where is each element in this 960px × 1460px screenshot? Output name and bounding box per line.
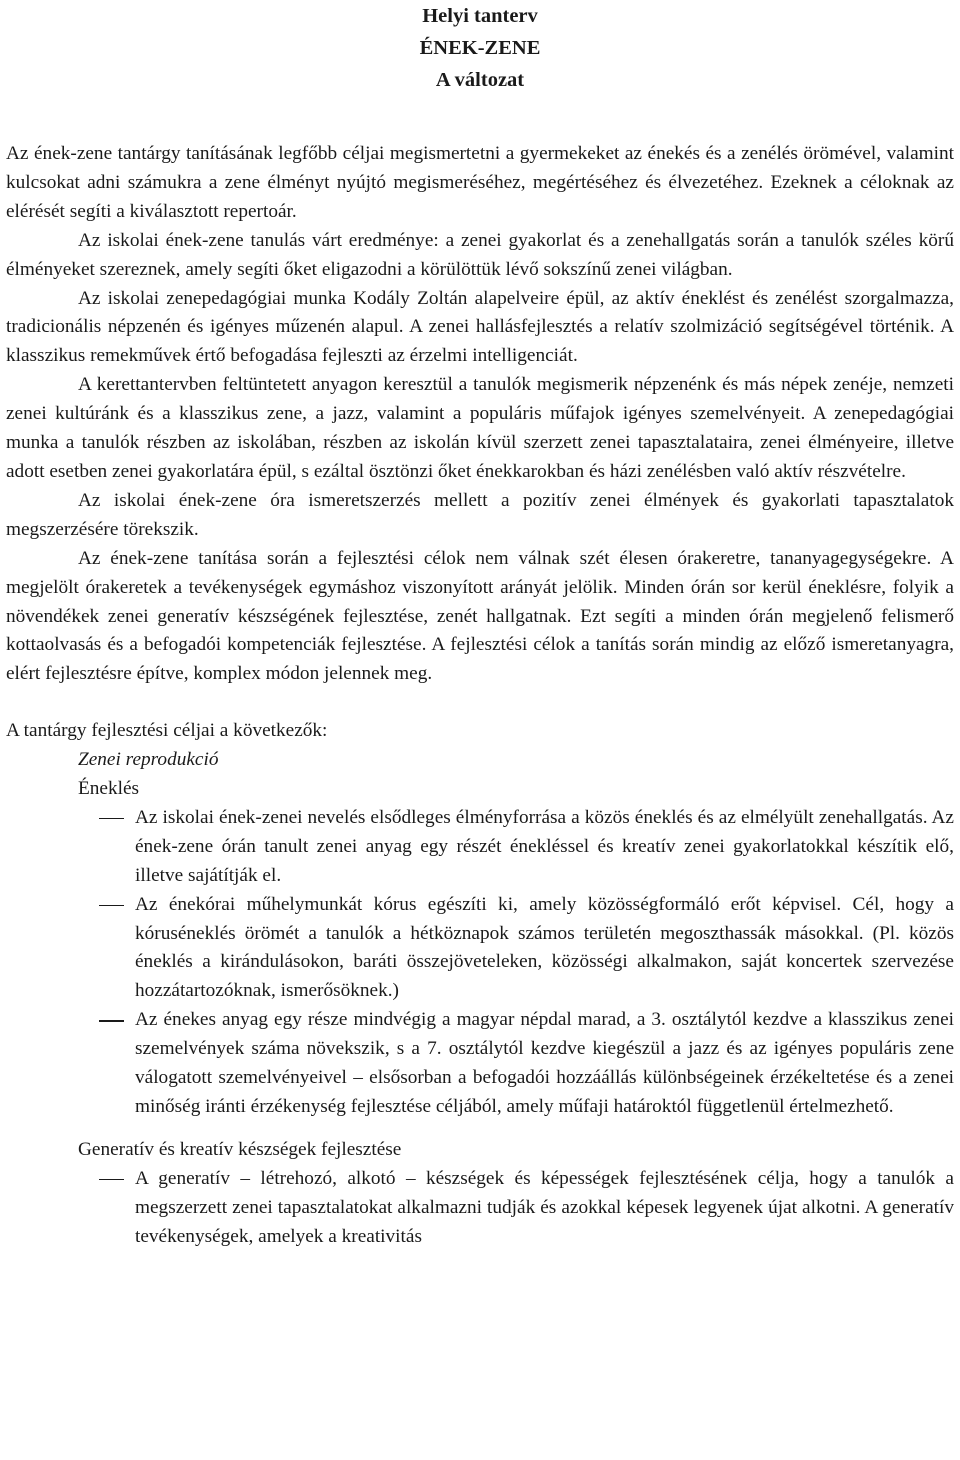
intro-paragraph-2: Az iskolai ének-zene tanulás várt eredménye: a zenei gyakorlat és a zenehallgatás során a tanulók széles körű élményeket szereznek, amely segíti őket eligazodni a körülöttük lévő sokszínű zenei világban. (6, 229, 954, 280)
dash-bullet-icon (99, 1020, 124, 1021)
singing-label: Éneklés (78, 778, 140, 800)
list-item-text: Az énekórai műhelymunkát kórus egészíti ki, amely közösségformáló erőt képvisel. Cél, hogy a kóruséneklés örömét a tanulók a hétköznapok számos területén megoszthassák másokkal. (Pl. közös éneklés a kirándulásokon, baráti összejöveteleken, közösségi alkalmakon, saját koncertek szervezése hozzátartozóknak, ismerősöknek.) (135, 893, 954, 1002)
title-line-1: Helyi tanterv (422, 5, 538, 27)
dash-bullet-icon (99, 1179, 124, 1180)
title-line-2: ÉNEK-ZENE (419, 37, 541, 59)
intro-paragraph-3: Az iskolai zenepedagógiai munka Kodály Zoltán alapelveire épül, az aktív éneklést és zenélést szorgalmazza, tradicionális népzenén és igényes műzenén alapul. A zenei hallásfejlesztés a relatív szolmizáció segítségével történik. A klasszikus remekművek értő befogadása fejleszti az érzelmi intelligenciát. (6, 287, 954, 367)
intro-paragraph-5: Az iskolai ének-zene óra ismeretszerzés mellett a pozitív zenei élmények és gyakorlati tapasztalatok megszerzésére törekszik. (6, 489, 954, 540)
dash-bullet-icon (99, 818, 124, 819)
singing-list (6, 804, 954, 1122)
intro-paragraph-4: A kerettantervben feltüntetett anyagon keresztül a tanulók megismerik népzenénk és más népek zenéje, nemzeti zenei kultúránk és a klasszikus zene, a jazz, valamint a populáris műfajok igényes szemelvényeit. A zenepedagógiai munka a tanulók részben az iskolában, részben az iskolán kívül szerzett zenei tapasztalataira, zenei élményeire, illetve adott esetben zenei gyakorlatára épül, s ezáltal ösztönzi őket énekkarokban és házi zenélésben való aktív részvételre. (6, 374, 954, 482)
list-item-text: Az énekes anyag egy része mindvégig a magyar népdal marad, a 3. osztálytól kezdve a klasszikus zenei szemelvények száma növekszik, s a 7. osztálytól kezdve kiegészül a jazz és az igényes populáris zene válogatott szemelvényeivel – elsősorban a befogadói hozzáállás különbségeinek érzékeltetése és a zenei minőség iránti érzékenység fejlesztése céljából, amely műfaji határoktól függetlenül értelmezhető. (135, 1009, 954, 1117)
document-title (6, 0, 954, 96)
generative-list (6, 1165, 954, 1252)
list-item-text: A generatív – létrehozó, alkotó – készségek és képességek fejlesztésének célja, hogy a tanulók a megszerzett zenei tapasztalatokat alkalmazni tudják és azokkal képesek legyenek újat alkotni. A generatív tevékenységek, amelyek a kreativitás (135, 1167, 954, 1247)
intro-paragraph-1: Az ének-zene tantárgy tanításának legfőbb céljai megismertetni a gyermekeket az énekés és a zenélés örömével, valamint kulcsokat adni számukra a zene élményt nyújtó megismeréséhez, megértéséhez és élvezetéhez. Ezeknek a céloknak az elérését segíti a kiválasztott repertoár. (6, 143, 954, 222)
intro-paragraph-6: Az ének-zene tanítása során a fejlesztési célok nem válnak szét élesen órakeretre, tananyagegységekre. A megjelölt órakeretek a tevékenységek egymáshoz viszonyított arányát jelölik. Minden órán sor kerül éneklésre, folyik a növendékek zenei generatív készségének fejlesztése, zenét hallgatnak. Ezt segíti a minden órán megjelenő felismerő kottaolvasás és a befogadói kompetenciák fejlesztése. A fejlesztési célok a tanítás során mindig az előző ismeretanyagra, elért fejlesztésre építve, komplex módon jelennek meg. (6, 547, 954, 685)
list-item-text: Az iskolai ének-zenei nevelés elsődleges élményforrása a közös éneklés és az elmélyült zenehallgatás. Az ének-zene órán tanult zenei anyag egy részét énekléssel és kreatív zenei gyakorlatokkal készítik elő, illetve sajátítják el. (135, 806, 954, 886)
dash-bullet-icon (99, 905, 124, 906)
list-item (6, 1165, 954, 1252)
generative-label: Generatív és kreatív készségek fejlesztése (78, 1138, 402, 1160)
goals-heading: A tantárgy fejlesztési céljai a következők: (6, 720, 328, 742)
title-line-3: A változat (435, 69, 525, 91)
list-item (6, 804, 954, 891)
goals-subheading: Zenei reprodukció (78, 749, 219, 771)
list-item (6, 1006, 954, 1122)
list-item (6, 891, 954, 1007)
